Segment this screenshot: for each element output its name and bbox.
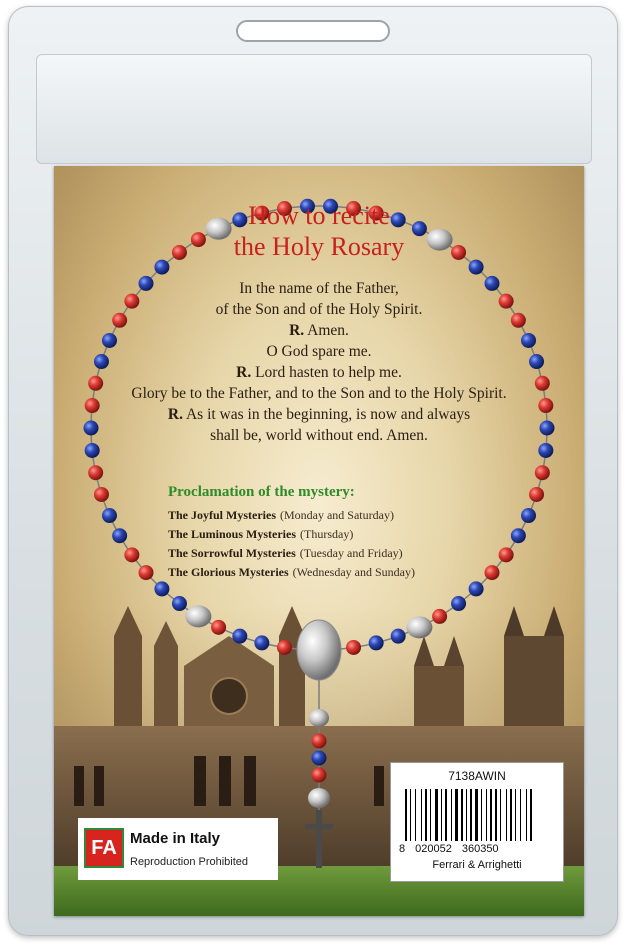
ferrari-arrighetti-logo: FA (84, 828, 124, 868)
blue-bead (391, 629, 406, 644)
prayer-line (54, 362, 584, 383)
red-bead (88, 465, 103, 480)
barcode-bar (410, 789, 411, 841)
barcode-bar (461, 789, 463, 841)
proclamation-heading: Proclamation of the mystery: (168, 484, 355, 500)
red-bead (211, 620, 226, 635)
red-bead (535, 465, 550, 480)
blue-bead (154, 581, 169, 596)
barcode-digits (399, 843, 559, 855)
barcode-bar (441, 789, 442, 841)
mystery-days: (Monday and Saturday) (279, 508, 394, 522)
mystery-row (168, 544, 508, 563)
barcode-bar (481, 789, 482, 841)
prayer-line (54, 383, 584, 404)
barcode-bar (520, 789, 521, 841)
blue-bead (102, 508, 117, 523)
mystery-name: The Sorrowful Mysteries (168, 546, 296, 560)
blue-bead (521, 508, 536, 523)
barcode-digit-group: 8 (399, 843, 406, 855)
prayer-line-text: shall be, world without end. Amen. (210, 427, 428, 444)
prayer-line (54, 278, 584, 299)
barcode-bar (445, 789, 447, 841)
red-bead (432, 609, 447, 624)
prayer-line-text: of the Son and of the Holy Spirit. (215, 301, 423, 318)
blue-bead (511, 528, 526, 543)
barcode-bar (486, 789, 487, 841)
response-marker: R. (236, 364, 252, 381)
blue-bead (312, 751, 327, 766)
manufacturer-name: Ferrari & Arrighetti (432, 859, 522, 871)
silver-bead (309, 709, 329, 727)
prayer-line-text: As it was in the beginning, is now and always (182, 406, 471, 423)
red-bead (277, 640, 292, 655)
blue-bead (232, 629, 247, 644)
barcode-digit-group: 360350 (461, 843, 499, 855)
prayer-line-text: Amen. (304, 322, 349, 339)
barcode-bar (435, 789, 438, 841)
blue-bead (469, 581, 484, 596)
title-line-2: the Holy Rosary (233, 232, 405, 261)
title-line-1: How to recite (248, 201, 390, 230)
barcode-bar (510, 789, 512, 841)
mystery-row (168, 506, 508, 525)
centerpiece-medal (297, 620, 341, 680)
prayer-line (54, 404, 584, 425)
mysteries-list (168, 506, 508, 582)
barcode-bar (405, 789, 407, 841)
silver-bead (185, 605, 211, 627)
mystery-row (168, 525, 508, 544)
made-in-italy-label (78, 818, 278, 880)
silver-bead (406, 616, 432, 638)
red-bead (529, 487, 544, 502)
blue-bead (254, 635, 269, 650)
blister-package (8, 6, 618, 936)
red-bead (346, 640, 361, 655)
response-marker: R. (289, 322, 305, 339)
red-bead (139, 565, 154, 580)
prayer-line-text: O God spare me. (266, 343, 372, 360)
prayer-line (54, 425, 584, 446)
barcode-bar (506, 789, 507, 841)
mystery-name: The Luminous Mysteries (168, 527, 297, 541)
mystery-row (168, 563, 508, 582)
barcode-bar (526, 789, 527, 841)
hang-hole (236, 20, 390, 42)
prayer-line-text: In the name of the Father, (239, 280, 399, 297)
mystery-name: The Glorious Mysteries (168, 565, 289, 579)
mystery-days: (Wednesday and Sunday) (292, 565, 415, 579)
red-bead (124, 547, 139, 562)
red-bead (94, 487, 109, 502)
barcode-bar (500, 789, 501, 841)
prayer-line (54, 320, 584, 341)
red-bead (312, 768, 327, 783)
response-marker: R. (167, 406, 183, 423)
barcode-bar (495, 789, 497, 841)
prayer-line-text: Lord hasten to help me. (251, 364, 402, 381)
barcode-bar (455, 789, 458, 841)
barcode-bar (530, 789, 532, 841)
barcode-bar (415, 789, 416, 841)
barcode-bar (470, 789, 472, 841)
barcode-bar (430, 789, 431, 841)
prayer-line (54, 299, 584, 320)
barcode-bar (475, 789, 478, 841)
cross-bar (305, 824, 333, 829)
made-in-italy-text: Made in Italy (130, 830, 221, 847)
product-code: 7138AWIN (448, 769, 506, 783)
barcode-bar (425, 789, 427, 841)
blue-bead (369, 635, 384, 650)
mystery-name: The Joyful Mysteries (168, 508, 276, 522)
blue-bead (172, 596, 187, 611)
cross-upright (316, 810, 322, 868)
barcode-digit-group: 020052 (415, 843, 452, 855)
package-header-band (36, 54, 592, 164)
silver-bead (308, 788, 330, 808)
reproduction-prohibited-text: Reproduction Prohibited (130, 856, 249, 868)
prayer-line-text: Glory be to the Father, and to the Son and to the Holy Spirit. (131, 385, 507, 402)
mystery-days: (Tuesday and Friday) (299, 546, 403, 560)
barcode-bar (515, 789, 516, 841)
red-bead (312, 734, 327, 749)
prayer-line (54, 341, 584, 362)
barcode-bar (466, 789, 467, 841)
barcode-bar (421, 789, 422, 841)
barcode-bar (490, 789, 492, 841)
blue-bead (112, 528, 127, 543)
blue-bead (451, 596, 466, 611)
barcode-bar (451, 789, 452, 841)
barcode-label (390, 762, 564, 882)
mystery-days: (Thursday) (300, 527, 354, 541)
